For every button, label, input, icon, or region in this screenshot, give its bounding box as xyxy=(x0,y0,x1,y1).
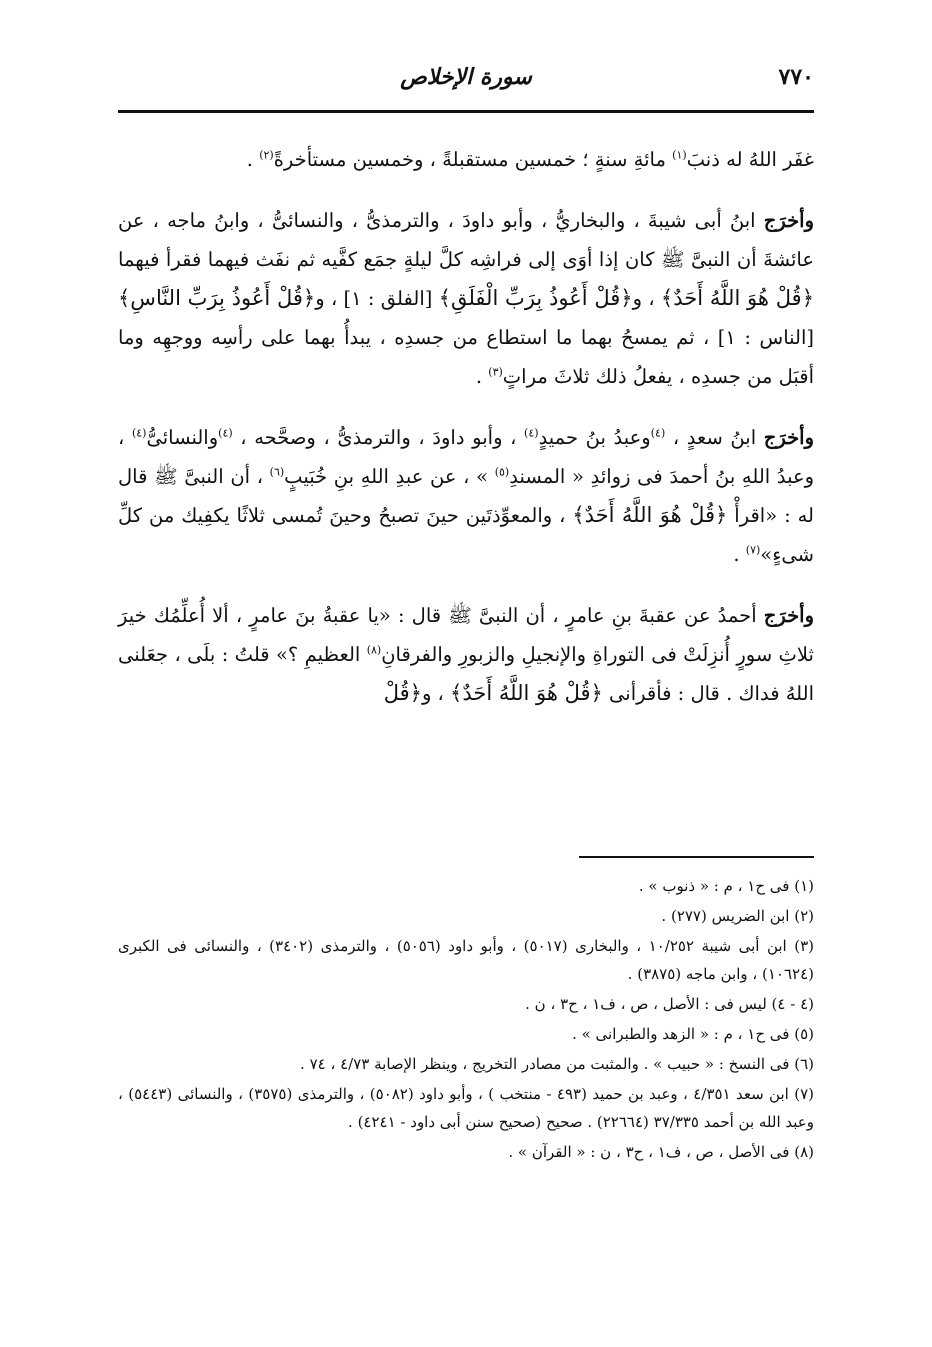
page-number: ٧٧٠ xyxy=(778,64,814,90)
text-run: ، وعبدُ اللهِ بنُ أحمدَ فى زوائدِ « المسندِ xyxy=(118,426,815,488)
text-run: ، أن النبىَّ ﷺ قال له : «اقرأْ xyxy=(118,465,814,527)
quran-verse: ﴿قُلْ هُوَ اللَّهُ أَحَدٌ﴾ xyxy=(450,681,603,705)
footnote-ref: (٥) xyxy=(494,465,510,479)
footnote-item: (٨) فى الأصل ، ص ، ف١ ، ح٣ ، ن : « القرآن » . xyxy=(508,1143,814,1161)
text-run: . xyxy=(246,148,260,171)
footnote-rule xyxy=(579,856,814,858)
footnote-ref: (٤) xyxy=(524,426,539,440)
verse-citation: [الناس : ١] xyxy=(717,326,814,349)
footnote-ref: (٤) xyxy=(218,426,233,440)
surah-title: سورة الإخلاص xyxy=(400,64,532,90)
text-run: » ، عن عبدِ اللهِ بنِ خُبَيبٍ xyxy=(284,465,495,488)
text-run: ، ثم يمسحُ بهما ما استطاع من جسدِه ، يبدأُ بهما على رأسِه ووجهِه وما أقبَل من جسدِه ، يفعلُ ذلك ثلاثَ مراتٍ xyxy=(118,326,814,388)
text-run: . xyxy=(475,365,489,388)
footnote-ref: (٢) xyxy=(259,148,274,162)
footnotes xyxy=(118,872,814,1168)
quran-verse: ﴿قُلْ xyxy=(383,681,422,705)
footnote-item: (٤ - ٤) ليس فى : الأصل ، ص ، ف١ ، ح٣ ، ن . xyxy=(525,995,814,1013)
paragraph-4 xyxy=(118,596,814,713)
paragraph-lead: وأخرَج xyxy=(763,426,815,449)
quran-verse: ﴿قُلْ هُوَ اللَّهُ أَحَدٌ﴾ xyxy=(660,286,814,310)
text-run: العظيمِ ؟» قلتُ : بلَى ، جعَلنى اللهُ فداك . قال : فأقرأنى xyxy=(118,643,814,705)
text-run: وعبدُ بنُ حميدٍ xyxy=(538,426,651,449)
footnote-item: (٧) ابن سعد ٤/٣٥١ ، وعبد بن حميد (٤٩٣ - منتخب ) ، وأبو داود (٥٠٨٢) ، والترمذى (٣٥٧٥) ، والنسائى (٥٤٤٣) ، وعبد الله بن أحمد ٣٧/٣٣٥ (٢٢٦٦٤) . صحيح (صحيح سنن أبى داود - ٤٢٤١) . xyxy=(118,1085,814,1131)
text-run: ، و xyxy=(632,287,661,310)
paragraph-1 xyxy=(118,140,814,179)
text-run: و xyxy=(315,287,331,310)
text-run: مائةِ سنةٍ ؛ خمسين مستقبلةً ، وخمسين مستأخرةً xyxy=(273,148,673,171)
paragraph-3 xyxy=(118,418,814,574)
footnote-item: (٢) ابن الضريس (٢٧٧) . xyxy=(661,907,814,925)
text-run: ابنُ سعدٍ ، xyxy=(665,426,764,449)
quran-verse: ﴿قُلْ هُوَ اللَّهُ أَحَدٌ﴾ xyxy=(572,503,728,527)
footnote-ref: (٧) xyxy=(745,543,761,557)
text-run: ، والمعوِّذتَين حينَ تصبحُ وحينَ تُمسى ثلاثًا يكفِيك من كلِّ شىءٍ» xyxy=(118,504,814,566)
quran-verse: ﴿قُلْ أَعُوذُ بِرَبِّ الْفَلَقِ﴾ xyxy=(438,286,633,310)
text-run: أحمدُ عن عقبةَ بنِ عامرٍ ، أن النبىَّ ﷺ قال : «يا عقبةُ بنَ عامرٍ ، ألا أُعلِّمُك خيرَ ثلاثِ سورٍ أُنزِلَتْ فى التوراةِ والإنجيلِ والزبورِ والفرقانِ xyxy=(118,604,814,666)
verse-citation: [الفلق : ١] ، xyxy=(330,287,439,310)
footnote-item: (١) فى ح١ ، م : « ذنوب » . xyxy=(638,877,814,895)
footnote-item: (٣) ابن أبى شيبة ١٠/٢٥٢ ، والبخارى (٥٠١٧) ، وأبو داود (٥٠٥٦) ، والترمذى (٣٤٠٢) ، والنسائى فى الكبرى (١٠٦٢٤) ، وابن ماجه (٣٨٧٥) . xyxy=(118,937,814,983)
text-run: ابنُ أبى شيبةَ ، والبخاريُّ ، وأبو داودَ ، والترمذىُّ ، والنسائىُّ ، وابنُ ماجه ، عن عائشةَ أن النبىَّ ﷺ كان إذا أوَى إلى فراشِه كلَّ ليلةٍ جمَع كفَّيه ثم نفَث فيهما فقرأ فيهما xyxy=(118,209,814,271)
body-text xyxy=(118,140,814,735)
footnote-ref: (٣) xyxy=(488,365,503,379)
running-header xyxy=(118,64,814,104)
footnote-item: (٥) فى ح١ ، م : « الزهد والطبرانى » . xyxy=(572,1025,814,1043)
footnote-ref: (٤) xyxy=(650,426,666,440)
text-run: والنسائىُّ xyxy=(146,426,219,449)
text-run: ، و xyxy=(421,682,451,705)
footnote-ref: (٨) xyxy=(366,643,382,657)
text-run: غفَر اللهُ له ذنبَ xyxy=(686,148,814,171)
text-run: . xyxy=(733,543,746,566)
paragraph-2 xyxy=(118,201,814,396)
text-run: ، وأبو داودَ ، والترمذىُّ ، وصحَّحه ، xyxy=(232,426,525,449)
footnote-ref: (٤) xyxy=(131,426,147,440)
footnote-ref: (١) xyxy=(672,148,687,162)
paragraph-lead: وأخرَج xyxy=(763,209,814,232)
quran-verse: ﴿قُلْ أَعُوذُ بِرَبِّ النَّاسِ﴾ xyxy=(118,286,316,310)
header-rule xyxy=(118,110,814,113)
footnote-item: (٦) فى النسخ : « حبيب » . والمثبت من مصادر التخريج ، وينظر الإصابة ٤/٧٣ ، ٧٤ . xyxy=(300,1055,814,1073)
footnote-ref: (٦) xyxy=(269,465,285,479)
paragraph-lead: وأخرَج xyxy=(763,604,814,627)
